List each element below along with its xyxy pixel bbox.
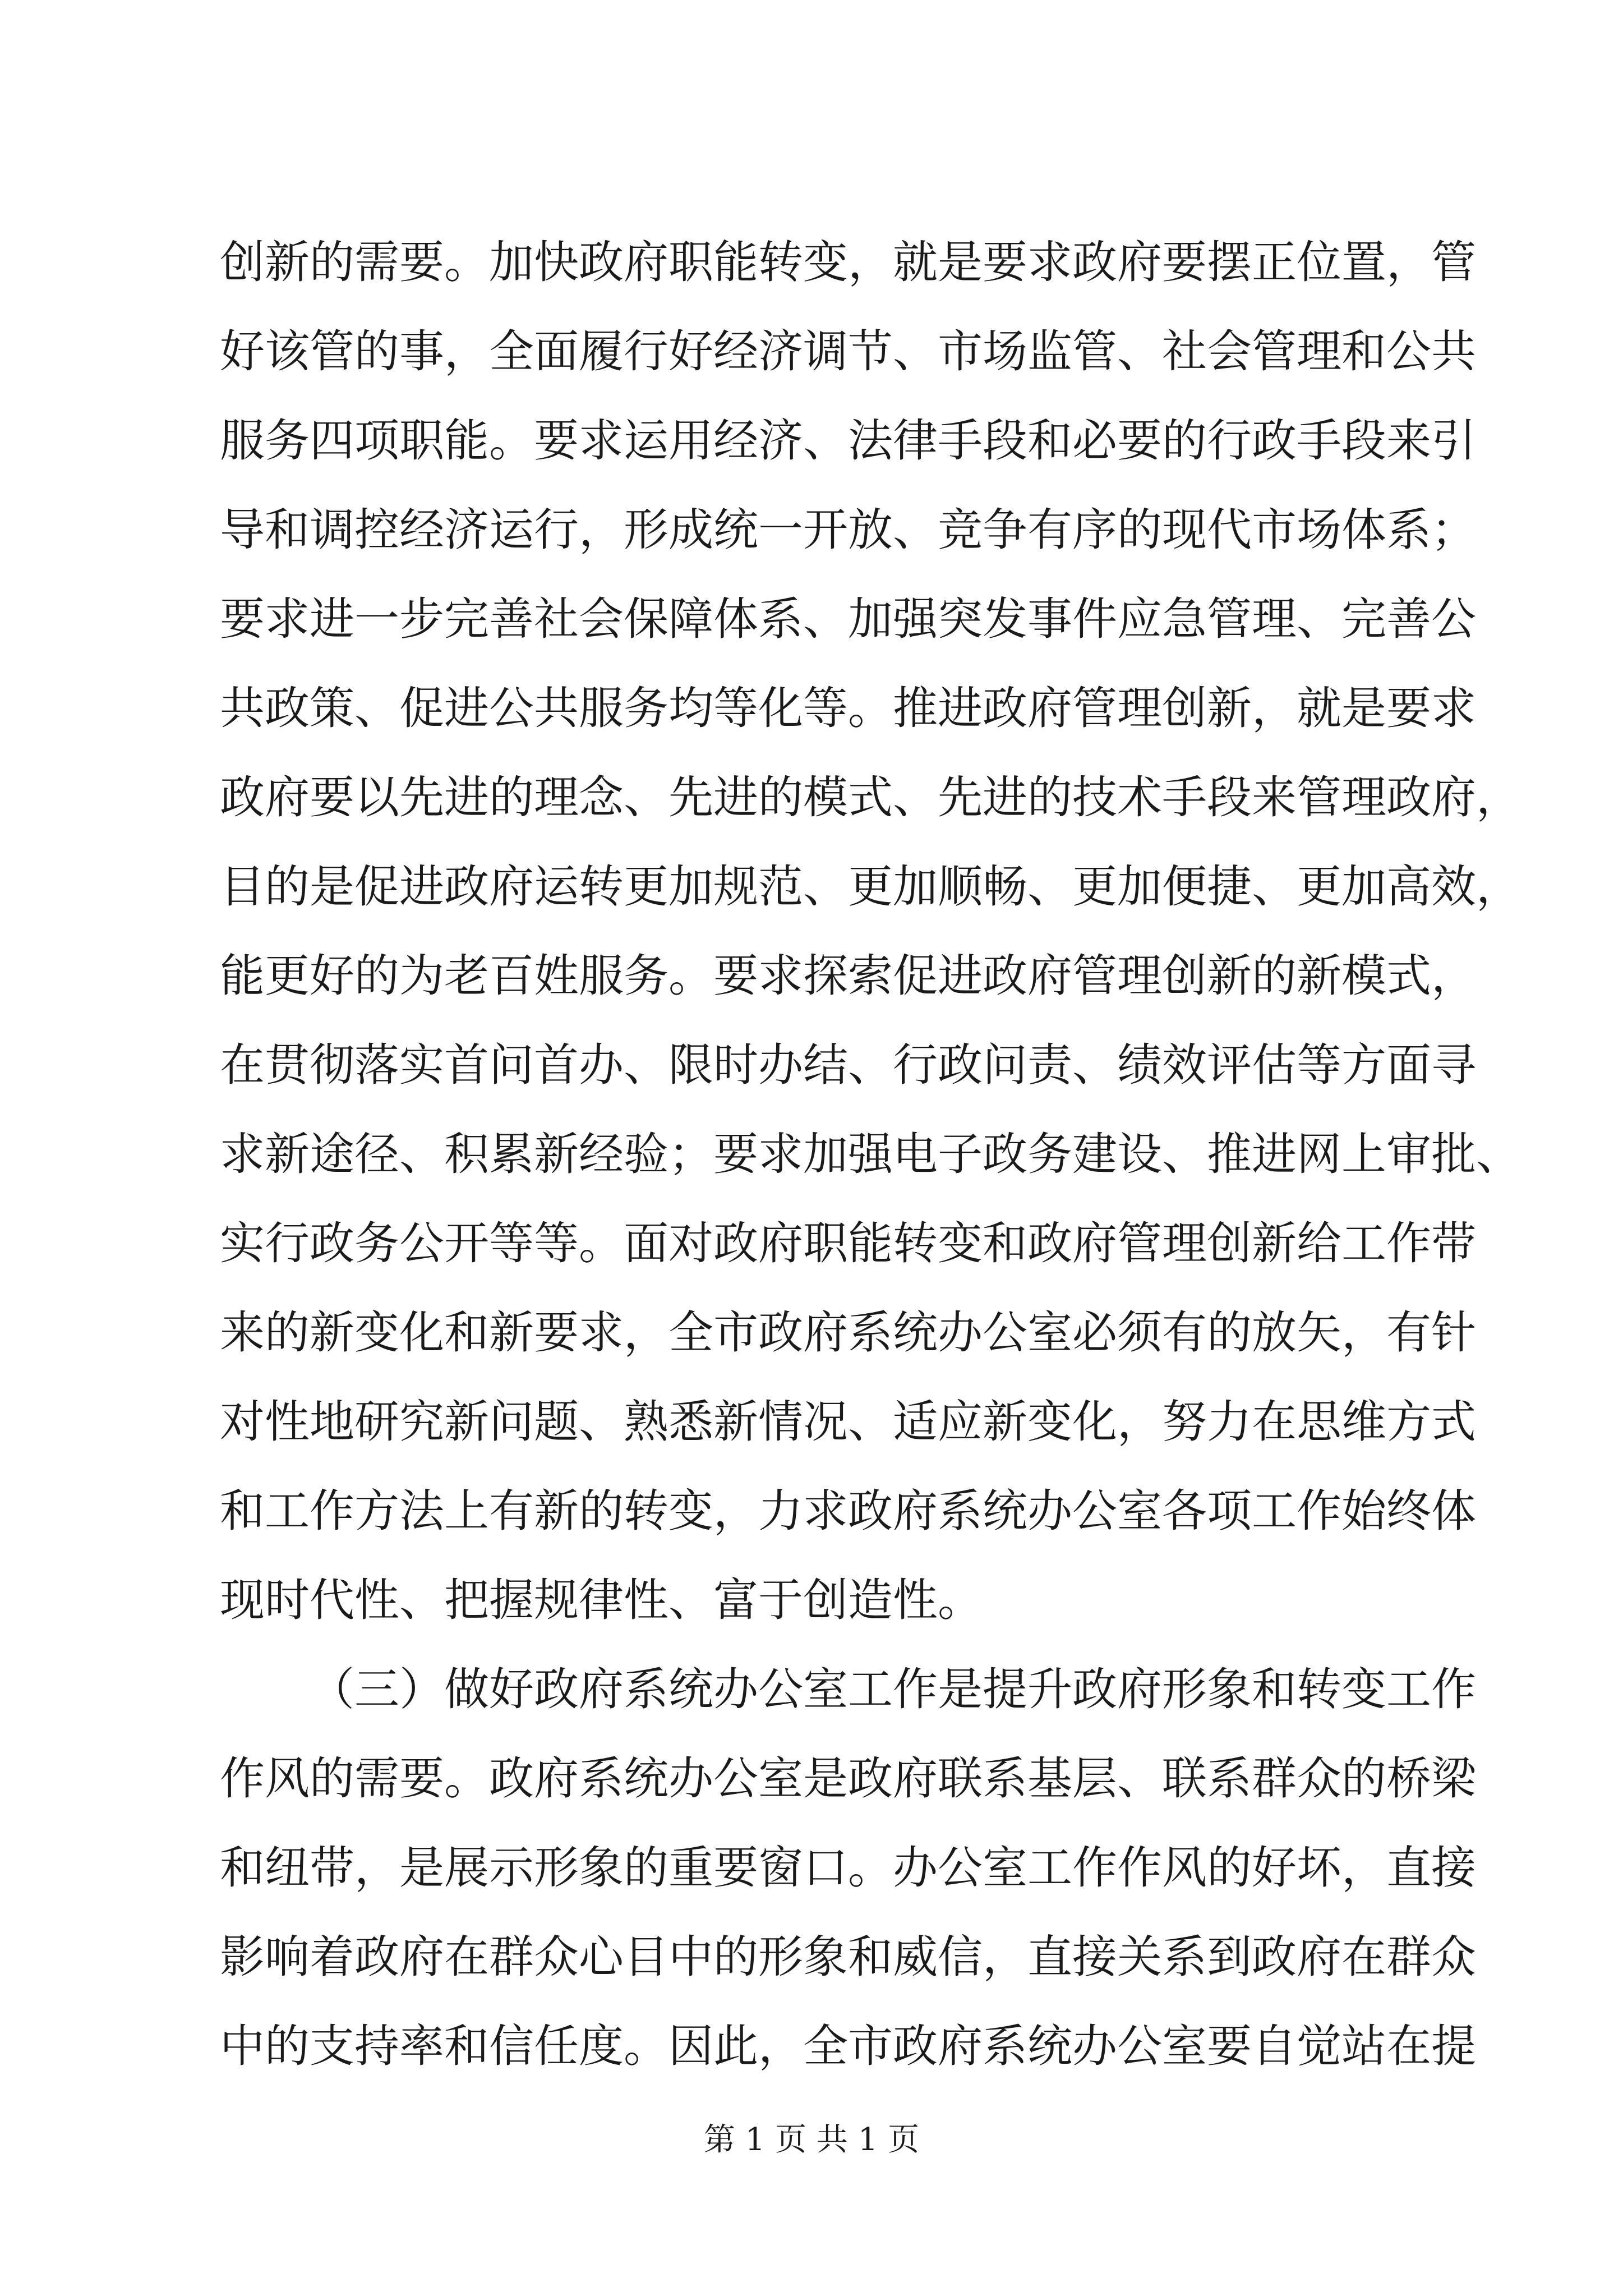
text-line: 在贯彻落实首问首办、限时办结、行政问责、绩效评估等方面寻	[220, 1039, 1476, 1091]
text-line: 中的支持率和信任度。因此，全市政府系统办公室要自觉站在提	[220, 2020, 1476, 2072]
text-line: 服务四项职能。要求运用经济、法律手段和必要的行政手段来引	[220, 415, 1476, 467]
text-line: 政府要以先进的理念、先进的模式、先进的技术手段来管理政府，	[220, 771, 1521, 823]
paragraph-end-line: 现时代性、把握规律性、富于创造性。	[220, 1574, 983, 1626]
text-line: 和工作方法上有新的转变，力求政府系统办公室各项工作始终体	[220, 1485, 1476, 1537]
text-line: 创新的需要。加快政府职能转变，就是要求政府要摆正位置，管	[220, 236, 1476, 288]
text-line: 来的新变化和新要求，全市政府系统办公室必须有的放矢，有针	[220, 1306, 1476, 1359]
section-heading-line: （三）做好政府系统办公室工作是提升政府形象和转变工作	[310, 1663, 1476, 1715]
text-line: 共政策、促进公共服务均等化等。推进政府管理创新，就是要求	[220, 682, 1476, 734]
text-line: 导和调控经济运行，形成统一开放、竞争有序的现代市场体系；	[220, 504, 1476, 556]
text-line: 求新途径、积累新经验；要求加强电子政务建设、推进网上审批、	[220, 1128, 1521, 1180]
text-line: 对性地研究新问题、熟悉新情况、适应新变化，努力在思维方式	[220, 1396, 1476, 1448]
text-line: 实行政务公开等等。面对政府职能转变和政府管理创新给工作带	[220, 1217, 1476, 1269]
text-line: 和纽带，是展示形象的重要窗口。办公室工作作风的好坏，直接	[220, 1842, 1476, 1894]
text-line: 目的是促进政府运转更加规范、更加顺畅、更加便捷、更加高效，	[220, 861, 1521, 913]
text-line: 要求进一步完善社会保障体系、加强突发事件应急管理、完善公	[220, 593, 1476, 645]
text-line: 影响着政府在群众心目中的形象和威信，直接关系到政府在群众	[220, 1931, 1476, 1983]
text-line: 作风的需要。政府系统办公室是政府联系基层、联系群众的桥梁	[220, 1752, 1476, 1805]
body-text	[220, 218, 1521, 2091]
page-footer: 第 1 页 共 1 页	[703, 2122, 920, 2158]
text-line: 能更好的为老百姓服务。要求探索促进政府管理创新的新模式，	[220, 950, 1476, 1002]
text-line: 好该管的事，全面履行好经济调节、市场监管、社会管理和公共	[220, 325, 1476, 378]
